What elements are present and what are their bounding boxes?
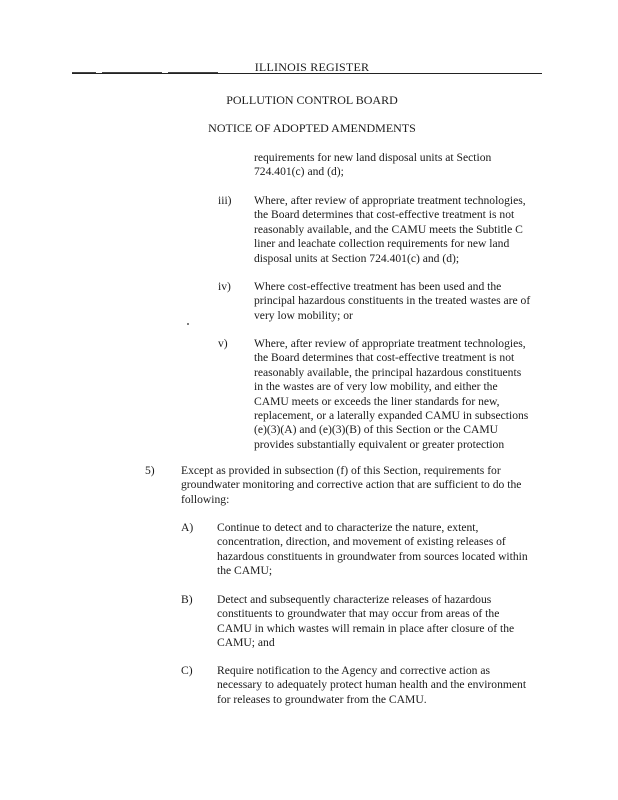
text-line: provides substantially equivalent or greater protection: [254, 437, 505, 451]
text-line: replacement, or a laterally expanded CAMU in subsections: [254, 409, 529, 423]
text-line: Continue to detect and to characterize the nature, extent,: [217, 521, 479, 534]
item-iii-paragraph: [254, 194, 526, 266]
text-line: Where, after review of appropriate treatment technologies,: [254, 194, 526, 207]
text-line: requirements for new land disposal units at Section: [254, 151, 492, 164]
item-B-paragraph: [217, 593, 514, 651]
text-line: reasonably available, and the CAMU meets the Subtitle C: [254, 222, 523, 236]
text-line: concentration, direction, and movement of existing releases of: [217, 535, 506, 549]
text-line: principal hazardous constituents in the treated wastes are of: [254, 294, 531, 308]
item-marker-iv: iv): [218, 280, 231, 293]
notice-title: NOTICE OF ADOPTED AMENDMENTS: [208, 121, 416, 135]
text-line: Except as provided in subsection (f) of this Section, requirements for: [181, 464, 501, 477]
text-line: CAMU in which wastes will remain in place after closure of the: [217, 621, 515, 635]
register-title: ILLINOIS REGISTER: [254, 60, 370, 74]
text-line: reasonably available, the principal hazardous constituents: [254, 365, 522, 379]
text-line: Where cost-effective treatment has been used and the: [254, 280, 502, 293]
item-marker-B: B): [181, 593, 193, 606]
item-C-paragraph: [217, 664, 526, 707]
item-v-paragraph: [254, 337, 528, 452]
item-5-paragraph: [181, 464, 521, 507]
text-line: following:: [181, 492, 230, 506]
continuation-paragraph: [254, 151, 491, 180]
text-line: CAMU meets or exceeds the liner standards for new,: [254, 394, 500, 408]
item-marker-A: A): [181, 521, 194, 534]
text-line: Require notification to the Agency and corrective action as: [217, 664, 490, 677]
text-line: very low mobility; or: [254, 308, 353, 322]
text-line: necessary to adequately protect human health and the environment: [217, 678, 527, 692]
text-line: disposal units at Section 724.401(c) and (d);: [254, 251, 460, 265]
text-line: constituents to groundwater that may occur from areas of the: [217, 607, 500, 621]
text-line: for releases to groundwater from the CAMU.: [217, 692, 427, 706]
text-line: 724.401(c) and (d);: [254, 165, 344, 179]
item-marker-iii: iii): [218, 194, 232, 207]
text-line: hazardous constituents in groundwater from sources located within: [217, 549, 528, 563]
text-line: CAMU; and: [217, 636, 275, 650]
text-line: liner and leachate collection requirements for new land: [254, 237, 510, 251]
item-A-paragraph: [217, 521, 528, 579]
item-marker-5: 5): [145, 464, 155, 477]
text-line: groundwater monitoring and corrective action that are sufficient to do the: [181, 478, 522, 492]
text-line: in the wastes are of very low mobility, and either the: [254, 380, 498, 394]
text-line: Detect and subsequently characterize releases of hazardous: [217, 593, 492, 606]
text-line: the Board determines that cost-effective treatment is not: [254, 208, 515, 222]
item-marker-C: C): [181, 664, 193, 677]
text-line: Where, after review of appropriate treatment technologies,: [254, 337, 526, 350]
item-iv-paragraph: [254, 280, 530, 323]
text-line: (e)(3)(A) and (e)(3)(B) of this Section or the CAMU: [254, 423, 499, 437]
item-marker-v: v): [218, 337, 228, 350]
scan-speck: [187, 323, 189, 325]
text-line: the CAMU;: [217, 564, 273, 578]
board-title: POLLUTION CONTROL BOARD: [226, 93, 398, 107]
text-line: the Board determines that cost-effective treatment is not: [254, 351, 515, 365]
